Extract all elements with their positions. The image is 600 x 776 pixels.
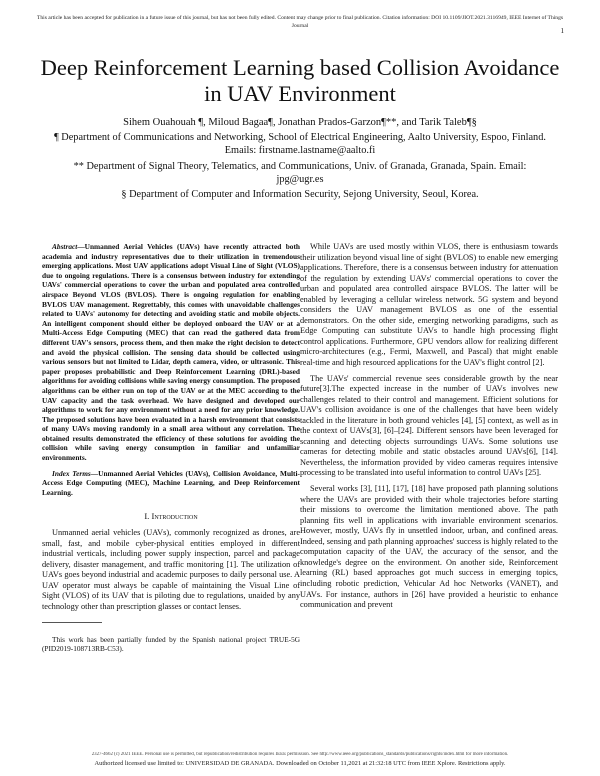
index-terms-text: —Unmanned Aerial Vehicles (UAVs), Collision Avoidance, Multi-Access Edge Computing (MEC), Machine Learning, and Deep Reinforcement Learning.	[42, 468, 300, 497]
left-column	[42, 242, 300, 653]
author-list: Sihem Ouahouah ¶, Miloud Bagaa¶, Jonathan Prados-Garzon¶**, and Tarik Taleb¶§	[123, 117, 477, 128]
affiliation-aalto: ¶ Department of Communications and Networking, School of Electrical Engineering, Aalto University, Espoo, Finland. Emails: firstname.lastname@aalto.fi	[54, 132, 546, 156]
copyright-footer: 2327-4662 (c) 2021 IEEE. Personal use is permitted, but republication/redistribution requires IEEE permission. See http://www.ieee.org/publications_standards/publications/rights/index.html for more information.	[91, 752, 509, 757]
abstract-text: —Unmanned Aerial Vehicles (UAVs) have recently attracted both academia and industry representatives due to their utilization in tremendous emerging applications. Most UAV applications adopt Visual Line of Sight (VLOS) due to ongoing regulations. There is a consensus between industry for extending UAVs' commercial operations to cover the urban and populated area controlled airspace Beyond VLOS (BVLOS). There is ongoing regulation for enabling BVLOS UAV management. Regrettably, this comes with unavoidable challenges related to UAVs' autonomy for detecting and avoiding static and mobile objects. An intelligent component should either be deployed onboard the UAV or at a Multi-Access Edge Computing (MEC) that can read the gathered data from different UAV's sensors, process them, and then make the right decision to detect and avoid the physical collision. The sensing data should be collected using various sensors but not limited to Lidar, depth camera, video, or ultrasonic. This paper proposes probabilistic and Deep Reinforcement Learning (DRL)-based algorithms for avoiding collisions while saving energy consumption. The proposed algorithms can be either run on top of the UAV or at the MEC according to the UAV capacity and the task overhead. We have designed and developed our algorithms to work for any environment without a need for any prior knowledge. The proposed solutions have been evaluated in a harsh environment that consists of many UAVs moving randomly in a small area without any correlation. The obtained results demonstrated the efficiency of these solutions for avoiding the collision while saving energy consumption in familiar and unfamiliar environments.	[42, 242, 300, 463]
index-terms	[42, 469, 300, 498]
abstract	[42, 242, 300, 463]
right-paragraph-1: While UAVs are used mostly within VLOS, there is enthusiasm towards their utilization beyond visual line of sight (BVLOS) to enable new emerging applications. Therefore, there is a consensus between industry for attenuation of the regulation by extending UAVs' commercial operations to cover the urban and populated area controlled airspace BVLOS. The latter will be enabled by leveraging a cellular wireless network. 5G system and beyond considers the UAV management BVLOS as one of the essential demonstrators. On the other side, emerging networking paradigms, such as Edge Computing can substitute UAVs to handle high processing flight control applications. Furthermore, GPU vendors allow for realizing different micro-architectures (e.g., Fermi, Maxwell, and Pascal) that might enable real-time and high resourced applications for the UAV's flight control [2].	[300, 242, 558, 368]
page-number: 1	[560, 27, 564, 35]
abstract-label: Abstract	[52, 242, 78, 251]
right-column	[300, 242, 558, 611]
intro-paragraph-1: Unmanned aerial vehicles (UAVs), commonly recognized as drones, are small, fast, and mobile cyber-physical entities employed in different industrial verticals, including power supply inspection, parcel and package delivery, disaster management, and traffic monitoring [1]. The utilization of UAVs goes beyond industrial and academic purposes to daily personal use. A UAV operator must always be capable of maintaining the Visual Line of Sight (VLOS) of its UAV that is piloting due to regulations, unaided by any technology other than prescription glasses or contact lenses.	[42, 527, 300, 611]
publication-notice: This article has been accepted for publication in a future issue of this journal, but has not been fully edited. Content may change prior to final publication. Citation information: DOI 10.1109/JIOT.2021.3116949, IEEE Internet of Things Journal	[36, 15, 564, 29]
license-footer: Authorized licensed use limited to: UNIVERSIDAD DE GRANADA. Downloaded on October 11,2021 at 21:32:18 UTC from IEEE Xplore. Restrictions apply.	[94, 760, 506, 767]
paper-title: Deep Reinforcement Learning based Collision Avoidance in UAV Environment	[40, 55, 560, 106]
affiliation-granada: ** Department of Signal Theory, Telematics, and Communications, Univ. of Granada, Granada, Spain. Email: jpg@ugr.es	[73, 161, 527, 185]
right-paragraph-2: The UAVs' commercial revenue sees considerable growth by the near future[3].The expected increase in the number of UAVs involves new challenges related to their control and management. Efficient solutions for UAV's collision avoidance is one of the challenges that have been widely tackled in the literature in both ground vehicles [4], [5] context, as well as in the context of UAVs[3], [6]–[24]. Different sensors have been leveraged for scanning and detecting objects surroundings UAVs. Some solutions use cameras for detecting mobile and static obstacles around UAVs[6], [14]. Nevertheless, the information provided by video cameras requires intensive processing to be translated into useful information to control UAVs [25].	[300, 373, 558, 478]
funding-footnote: This work has been partially funded by the Spanish national project TRUE-5G (PID2019-108713RB-C53).	[42, 635, 300, 654]
affiliation-sejong: § Department of Computer and Information Security, Sejong University, Seoul, Korea.	[121, 189, 479, 200]
index-terms-label: Index Terms	[52, 468, 91, 478]
section-heading-introduction: I. Introduction	[144, 511, 198, 522]
footnote-rule	[42, 622, 102, 623]
right-paragraph-3: Several works [3], [11], [17], [18] have proposed path planning solutions where the UAVs are provided with their whole trajectories before starting their missions to overcome the limitation mentioned above. The path planning fits well in applications with invariable environment scenarios. However, mostly, UAVs fly in unsettled indoor, urban, and confined areas. Indeed, sensing and path planning approaches' success is highly related to the computation capacity of the UAV, the accuracy of the sensor, and the knowledge's degree on the environment. On another side, Reinforcement learning (RL) based approaches got much success in emerging topics, including robotic prediction, Vehicular Ad hoc Networks (VANET), and UAVs. For instance, authors in [26] have provided a heuristic to enhance communication and prevent	[300, 484, 558, 610]
